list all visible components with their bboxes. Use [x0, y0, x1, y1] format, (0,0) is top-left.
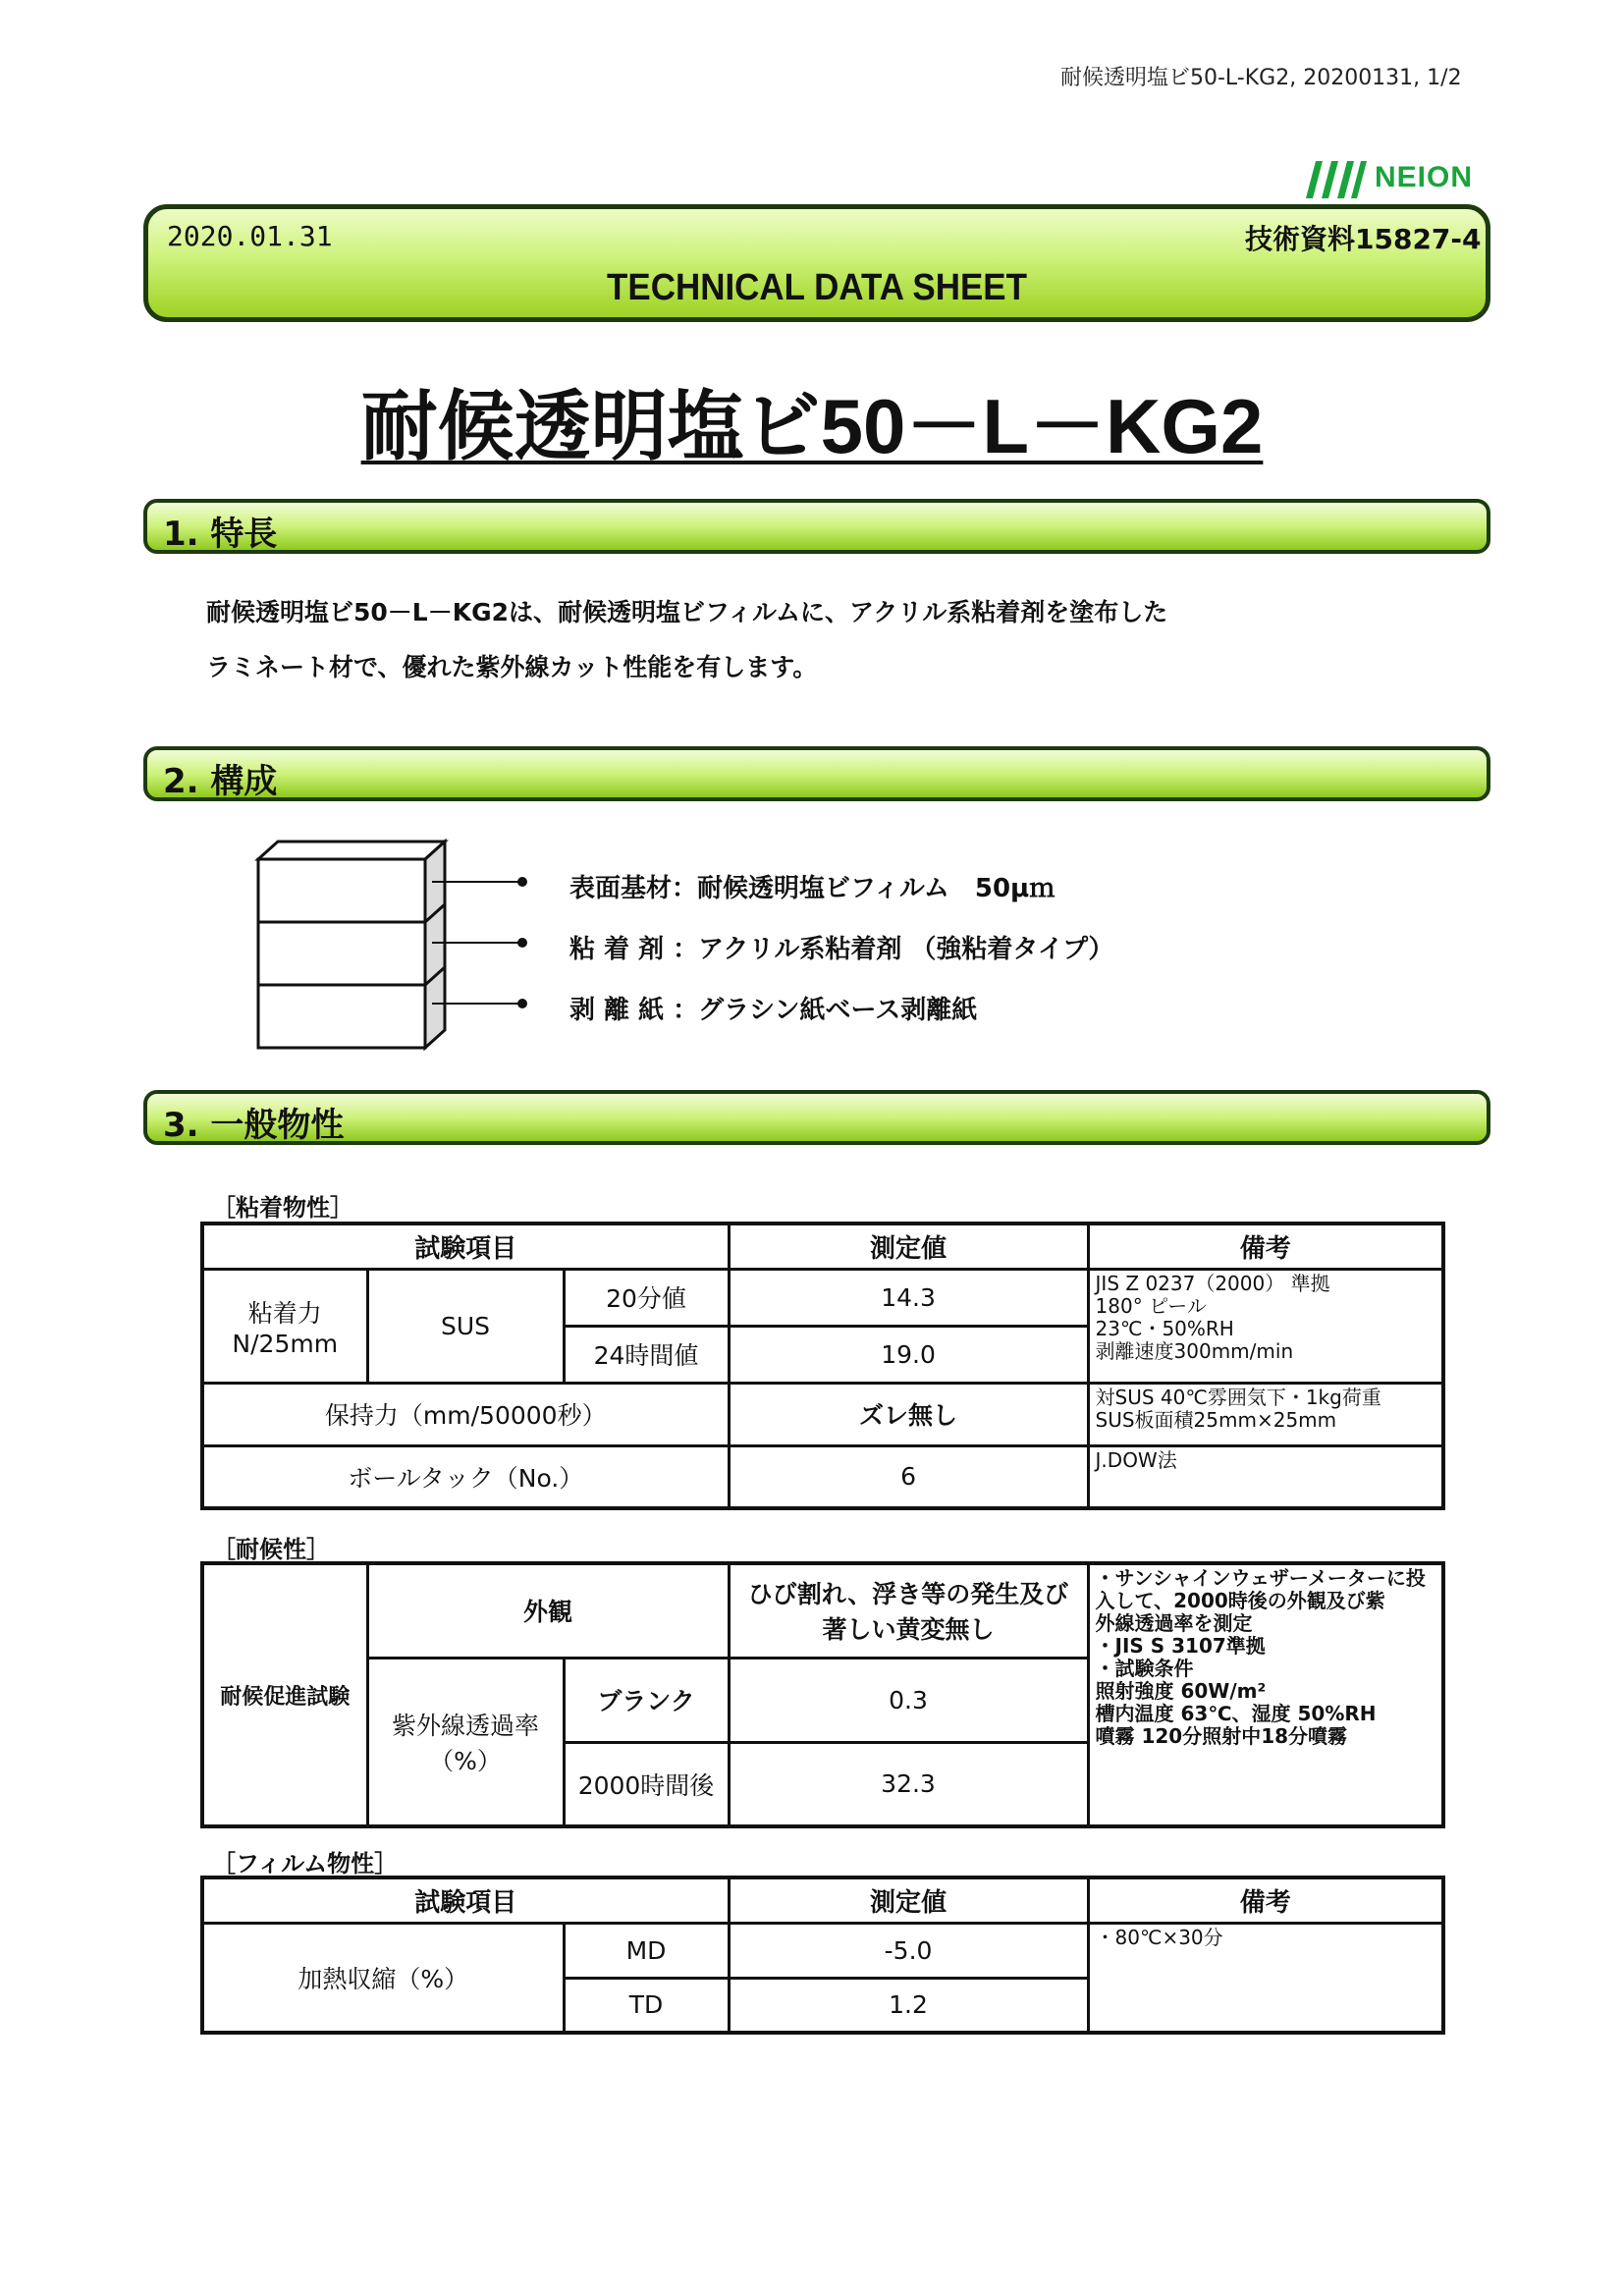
- film-header-test-item: 試験項目: [202, 1877, 729, 1923]
- section-bar-structure: [143, 746, 1490, 801]
- uv-blank-label: ブランク: [564, 1658, 729, 1742]
- holding-power-remarks: 対SUS 40℃雰囲気下・1kg荷重 SUS板面積25mm×25mm: [1088, 1383, 1443, 1445]
- film-header-measured-value: 測定値: [729, 1877, 1088, 1923]
- appearance-label: 外観: [367, 1563, 729, 1658]
- stack-layer-liner: [258, 985, 425, 1048]
- uv-2000h-label: 2000時間後: [564, 1742, 729, 1826]
- heat-shrinkage-remarks: ・80℃×30分: [1088, 1923, 1443, 2033]
- layer-label-surface: 表面基材：耐候透明塩ビフィルム 50μｍ: [569, 874, 1056, 903]
- shrinkage-md-value: -5.0: [729, 1923, 1088, 1978]
- product-title: 耐候透明塩ビ50－L－KG2: [360, 383, 1264, 469]
- section-title-features: 1. 特長: [163, 515, 278, 554]
- weather-table-caption: ［耐候性］: [212, 1536, 330, 1563]
- header-measured-value: 測定値: [729, 1224, 1088, 1269]
- weather-remarks: ・サンシャインウェザーメーターに投 入して、2000時後の外観及び紫 外線透過率を測定 ・JIS S 3107準拠 ・試験条件 照射強度 60W/m² 槽内温度 63℃、湿度 50%RH 噴霧 120分照射中18分噴霧: [1088, 1563, 1443, 1826]
- appearance-value: ひび割れ、浮き等の発生及び 著しい黄変無し: [729, 1563, 1088, 1658]
- section-bar-properties: [143, 1090, 1490, 1145]
- holding-power-value: ズレ無し: [729, 1383, 1088, 1445]
- adhesive-properties-table: [200, 1222, 1445, 1510]
- uv-2000h-value: 32.3: [729, 1742, 1088, 1826]
- stack-top-face: [258, 842, 445, 859]
- stack-layer-surface: [258, 859, 425, 922]
- header-test-item: 試験項目: [202, 1224, 729, 1269]
- holding-power-label: 保持力（mm/50000秒）: [202, 1383, 729, 1445]
- layer-label-adhesive: 粘 着 剤 ：アクリル系粘着剤 （強粘着タイプ）: [569, 935, 1114, 964]
- film-table-caption: ［フィルム物性］: [212, 1850, 399, 1877]
- film-header-remarks: 備考: [1088, 1877, 1443, 1923]
- document-code: 技術資料15827-4: [1245, 223, 1482, 255]
- uv-transmittance-label: 紫外線透過率 （%）: [367, 1658, 564, 1826]
- page-reference: 耐候透明塩ビ50-L-KG2, 20200131, 1/2: [1060, 66, 1462, 90]
- adhesion-label: 粘着力 N/25mm: [202, 1269, 367, 1383]
- features-line-2: ラミネート材で、優れた紫外線カット性能を有します。: [206, 653, 818, 681]
- shrinkage-td-value: 1.2: [729, 1978, 1088, 2033]
- shrinkage-md-label: MD: [564, 1923, 729, 1978]
- adhesion-20min-value: 14.3: [729, 1269, 1088, 1326]
- section-bar-features: [143, 499, 1490, 554]
- leader-lines: [432, 864, 530, 1021]
- adhesion-24h-value: 19.0: [729, 1326, 1088, 1383]
- ball-tack-label: ボールタック（No.）: [202, 1445, 729, 1508]
- film-properties-table: [200, 1876, 1445, 2035]
- adhesion-20min-label: 20分値: [564, 1269, 729, 1326]
- header-remarks: 備考: [1088, 1224, 1443, 1269]
- heat-shrinkage-label: 加熱収縮（%）: [202, 1923, 564, 2033]
- header-title: TECHNICAL DATA SHEET: [607, 267, 1027, 308]
- uv-blank-value: 0.3: [729, 1658, 1088, 1742]
- adhesion-substrate: SUS: [367, 1269, 564, 1383]
- shrinkage-td-label: TD: [564, 1978, 729, 2033]
- section-title-properties: 3. 一般物性: [163, 1106, 345, 1145]
- adhesive-table-caption: ［粘着物性］: [212, 1194, 353, 1222]
- section-title-structure: 2. 構成: [163, 762, 278, 801]
- weather-resistance-table: [200, 1561, 1445, 1828]
- layer-label-liner: 剥 離 紙 ：グラシン紙ベース剥離紙: [569, 996, 978, 1025]
- features-line-1: 耐候透明塩ビ50－L－KG2は、耐候透明塩ビフィルムに、アクリル系粘着剤を塗布した: [206, 598, 1168, 626]
- document-date: 2020.01.31: [167, 220, 333, 252]
- ball-tack-value: 6: [729, 1445, 1088, 1508]
- weather-test-name: 耐候促進試験: [202, 1563, 367, 1826]
- adhesion-24h-label: 24時間値: [564, 1326, 729, 1383]
- neion-slash-bars-logo-icon: [1306, 161, 1367, 198]
- neion-logo: [1306, 157, 1473, 202]
- stack-layer-adhesive: [258, 922, 425, 985]
- adhesion-remarks: JIS Z 0237（2000） 準拠 180° ピール 23℃・50%RH 剥離速度300mm/min: [1088, 1269, 1443, 1383]
- layer-stack-diagram: [250, 838, 457, 1054]
- ball-tack-remarks: J.DOW法: [1088, 1445, 1443, 1508]
- logo-text: NEION: [1375, 161, 1474, 193]
